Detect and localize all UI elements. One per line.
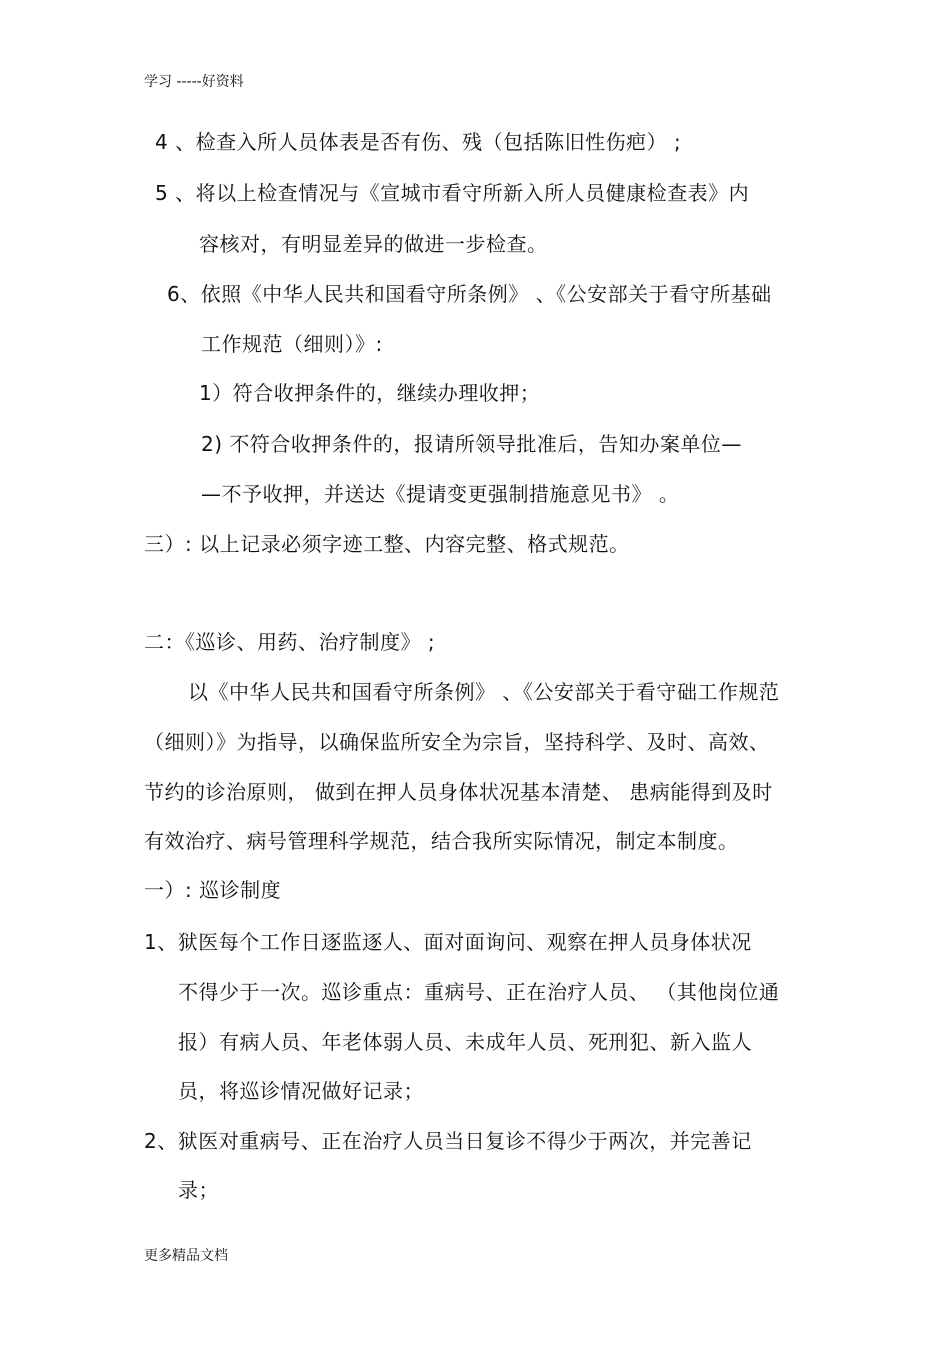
page-footer: 更多精品文档	[144, 1248, 228, 1264]
document-line: 容核对，有明显差异的做进一步检查。	[199, 232, 548, 256]
document-line: 1、狱医每个工作日逐监逐人、面对面询问、观察在押人员身体状况	[144, 930, 752, 954]
document-line: 三）: 以上记录必须字迹工整、内容完整、格式规范。	[144, 532, 630, 556]
document-line: 2、狱医对重病号、正在治疗人员当日复诊不得少于两次，并完善记	[144, 1129, 752, 1153]
document-line: 有效治疗、病号管理科学规范，结合我所实际情况，制定本制度。	[144, 829, 739, 853]
document-line: 5 、将以上检查情况与《宣城市看守所新入所人员健康检查表》内	[155, 181, 750, 205]
subsection-heading: 一）: 巡诊制度	[144, 878, 282, 902]
document-line: 6、依照《中华人民共和国看守所条例》 、《公安部关于看守所基础	[167, 282, 772, 306]
document-line: 报）有病人员、年老体弱人员、未成年人员、死刑犯、新入监人	[178, 1030, 752, 1054]
document-line: 员，将巡诊情况做好记录；	[178, 1079, 424, 1103]
document-line: 1）符合收押条件的，继续办理收押；	[199, 381, 541, 405]
page-header: 学习 -----好资料	[144, 74, 244, 90]
document-line: 4 、检查入所人员体表是否有伤、残（包括陈旧性伤疤） ;	[155, 130, 682, 154]
document-line: 节约的诊治原则， 做到在押人员身体状况基本清楚、 患病能得到及时	[144, 780, 773, 804]
document-line: 工作规范（细则）》:	[201, 332, 383, 356]
document-line: （细则）》为指导，以确保监所安全为宗旨，坚持科学、及时、高效、	[144, 730, 770, 754]
document-line: 以《中华人民共和国看守所条例》 、《公安部关于看守础工作规范	[188, 680, 780, 704]
document-line: —不予收押，并送达《提请变更强制措施意见书》 。	[201, 482, 680, 506]
document-line: 2) 不符合收押条件的，报请所领导批准后，告知办案单位—	[201, 432, 742, 456]
section-heading: 二：《巡诊、用药、治疗制度》 ;	[144, 630, 436, 654]
document-line: 录；	[178, 1178, 219, 1202]
document-line: 不得少于一次。巡诊重点：重病号、正在治疗人员、 （其他岗位通	[178, 980, 780, 1004]
